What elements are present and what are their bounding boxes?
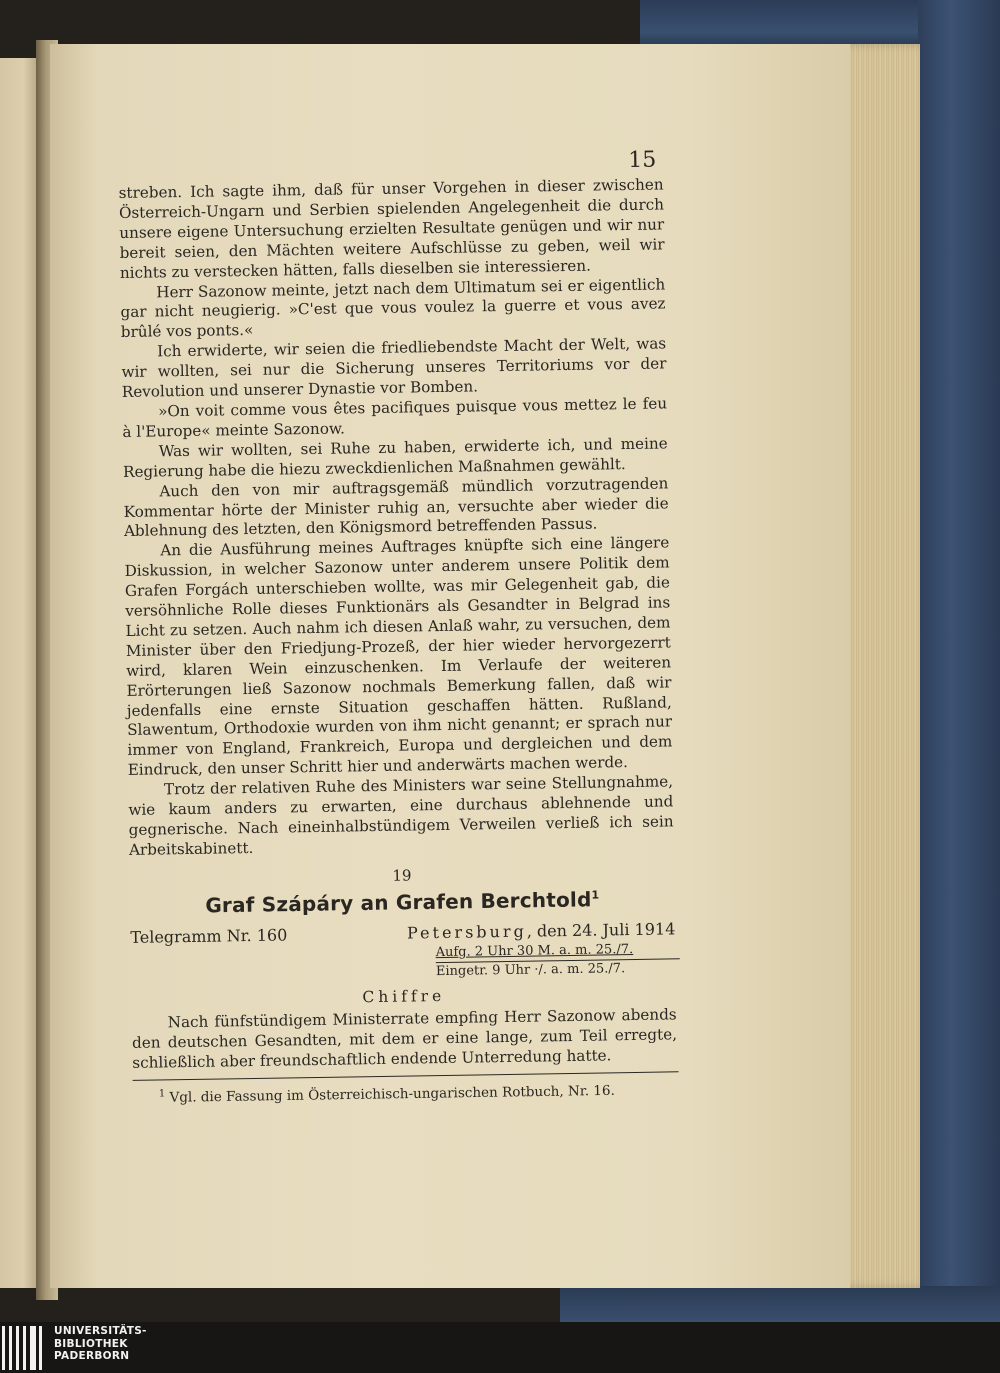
paragraph-6: Auch den von mir auftragsgemäß mündlich vorzutragenden Kommentar hörte der Minister ruhig an, versuchte aber wieder die Ablehnung des letzten, den Königsmord betreffenden Passus. [123,473,669,541]
telegram-received-time: Eingetr. 9 Uhr ·/. a. m. 25./7. [435,961,626,980]
paragraph-8: Trotz der relativen Ruhe des Ministers war seine Stellungnahme, wie kaum anders zu erwarten, eine durchaus ablehnende und gegnerische. Nach eineinhalbstündigem Verweilen verließ ich sein Arbeitskabinett. [128,772,674,859]
book-cover-spine [918,0,1000,1322]
telegram-place: Petersburg [406,922,527,943]
page-body [119,175,678,1109]
library-logo-icon [0,1326,44,1370]
telegram-sent-time: Aufg. 2 Uhr 30 M. a. m. 25./7. [435,942,634,961]
library-logo-line-1: UNIVERSITÄTS- [54,1325,147,1337]
telegram-date: , den 24. Juli 1914 [526,919,676,942]
document-title [130,884,675,917]
chiffre-label: Chiffre [362,987,446,1007]
document-number: 19 [392,866,412,885]
page-number: 15 [628,147,657,173]
library-logo-text [54,1325,147,1363]
book-cover-bottom [560,1286,1000,1322]
paragraph-7: An die Ausführung meines Auftrages knüpfte sich eine längere Diskussion, in welcher Sazonow unter anderem unsere Politik dem Grafen Forgách unterschieben wollte, was mir Gelegenheit gab, die versöhnliche Rolle dieses Funktionärs als Gesandter in Belgrad ins Licht zu setzen. Auch nahm ich diesen Anlaß wahr, zu versuchen, dem Minister über den Friedjung-Prozeß, der hier wieder hervorgezerrt wird, klaren Wein einzuschenken. Im Verlaufe der weiteren Erörterungen ließ Sazonow nochmals Bemerkung fallen, daß wir jedenfalls eine ernste Situation geschaffen hätten. Rußland, Slawentum, Orthodoxie wurden von ihm nicht genannt; er sprach nur immer von England, Frankreich, Europa und dergleichen und dem Eindruck, den unser Schritt hier und anderwärts machen werde. [124,533,673,780]
paragraph-2: Herr Sazonow meinte, jetzt nach dem Ultimatum sei er eigentlich gar nicht neugierig. »C'est que vous voulez la guerre et vous avez brûlé vos ponts.« [120,274,666,342]
library-footer [0,1322,1000,1373]
footnote-text: Vgl. die Fassung im Österreichisch-ungarischen Rotbuch, Nr. 16. [169,1082,615,1106]
library-logo-line-3: PADERBORN [54,1350,130,1362]
telegram-body: Nach fünfstündigem Ministerrate empfing Herr Sazonow abends den deutschen Gesandten, mit dem er eine lange, zum Teil erregte, schließlich aber freundschaftlich endende Unterredung hatte. [131,1005,678,1072]
paragraph-4: »On voit comme vous êtes pacifiques puisque vous mettez le feu à l'Europe« meinte Sazonow. [122,394,668,441]
title-footnote-mark: 1 [591,888,600,902]
paragraph-5: Was wir wollten, sei Ruhe zu haben, erwiderte ich, und meine Regierung habe die hiezu zweckdienlichen Maßnahmen gewählt. [122,434,668,481]
telegram-number: Telegramm Nr. 160 [130,925,288,948]
footnote-mark: 1 [158,1088,166,1100]
paragraph-1: streben. Ich sagte ihm, daß für unser Vorgehen in dieser zwischen Österreich-Ungarn und Serbien spielenden Angelegenheit die durch unsere eigene Untersuchung erzielten Resultate genügen und wir nur bereit seien, den Mächten weitere Aufschlüsse zu geben, weil wir nichts zu verstecken hätten, falls dieselben sie interessieren. [118,175,665,282]
library-logo-line-2: BIBLIOTHEK [54,1337,128,1350]
paragraph-3: Ich erwiderte, wir seien die friedliebendste Macht der Welt, was wir wollten, sei nur die Sicherung unseres Territoriums vor der Revolution und unserer Dynastie vor Bomben. [121,334,667,402]
document-title-text: Graf Szápáry an Grafen Berchtold [205,887,592,918]
